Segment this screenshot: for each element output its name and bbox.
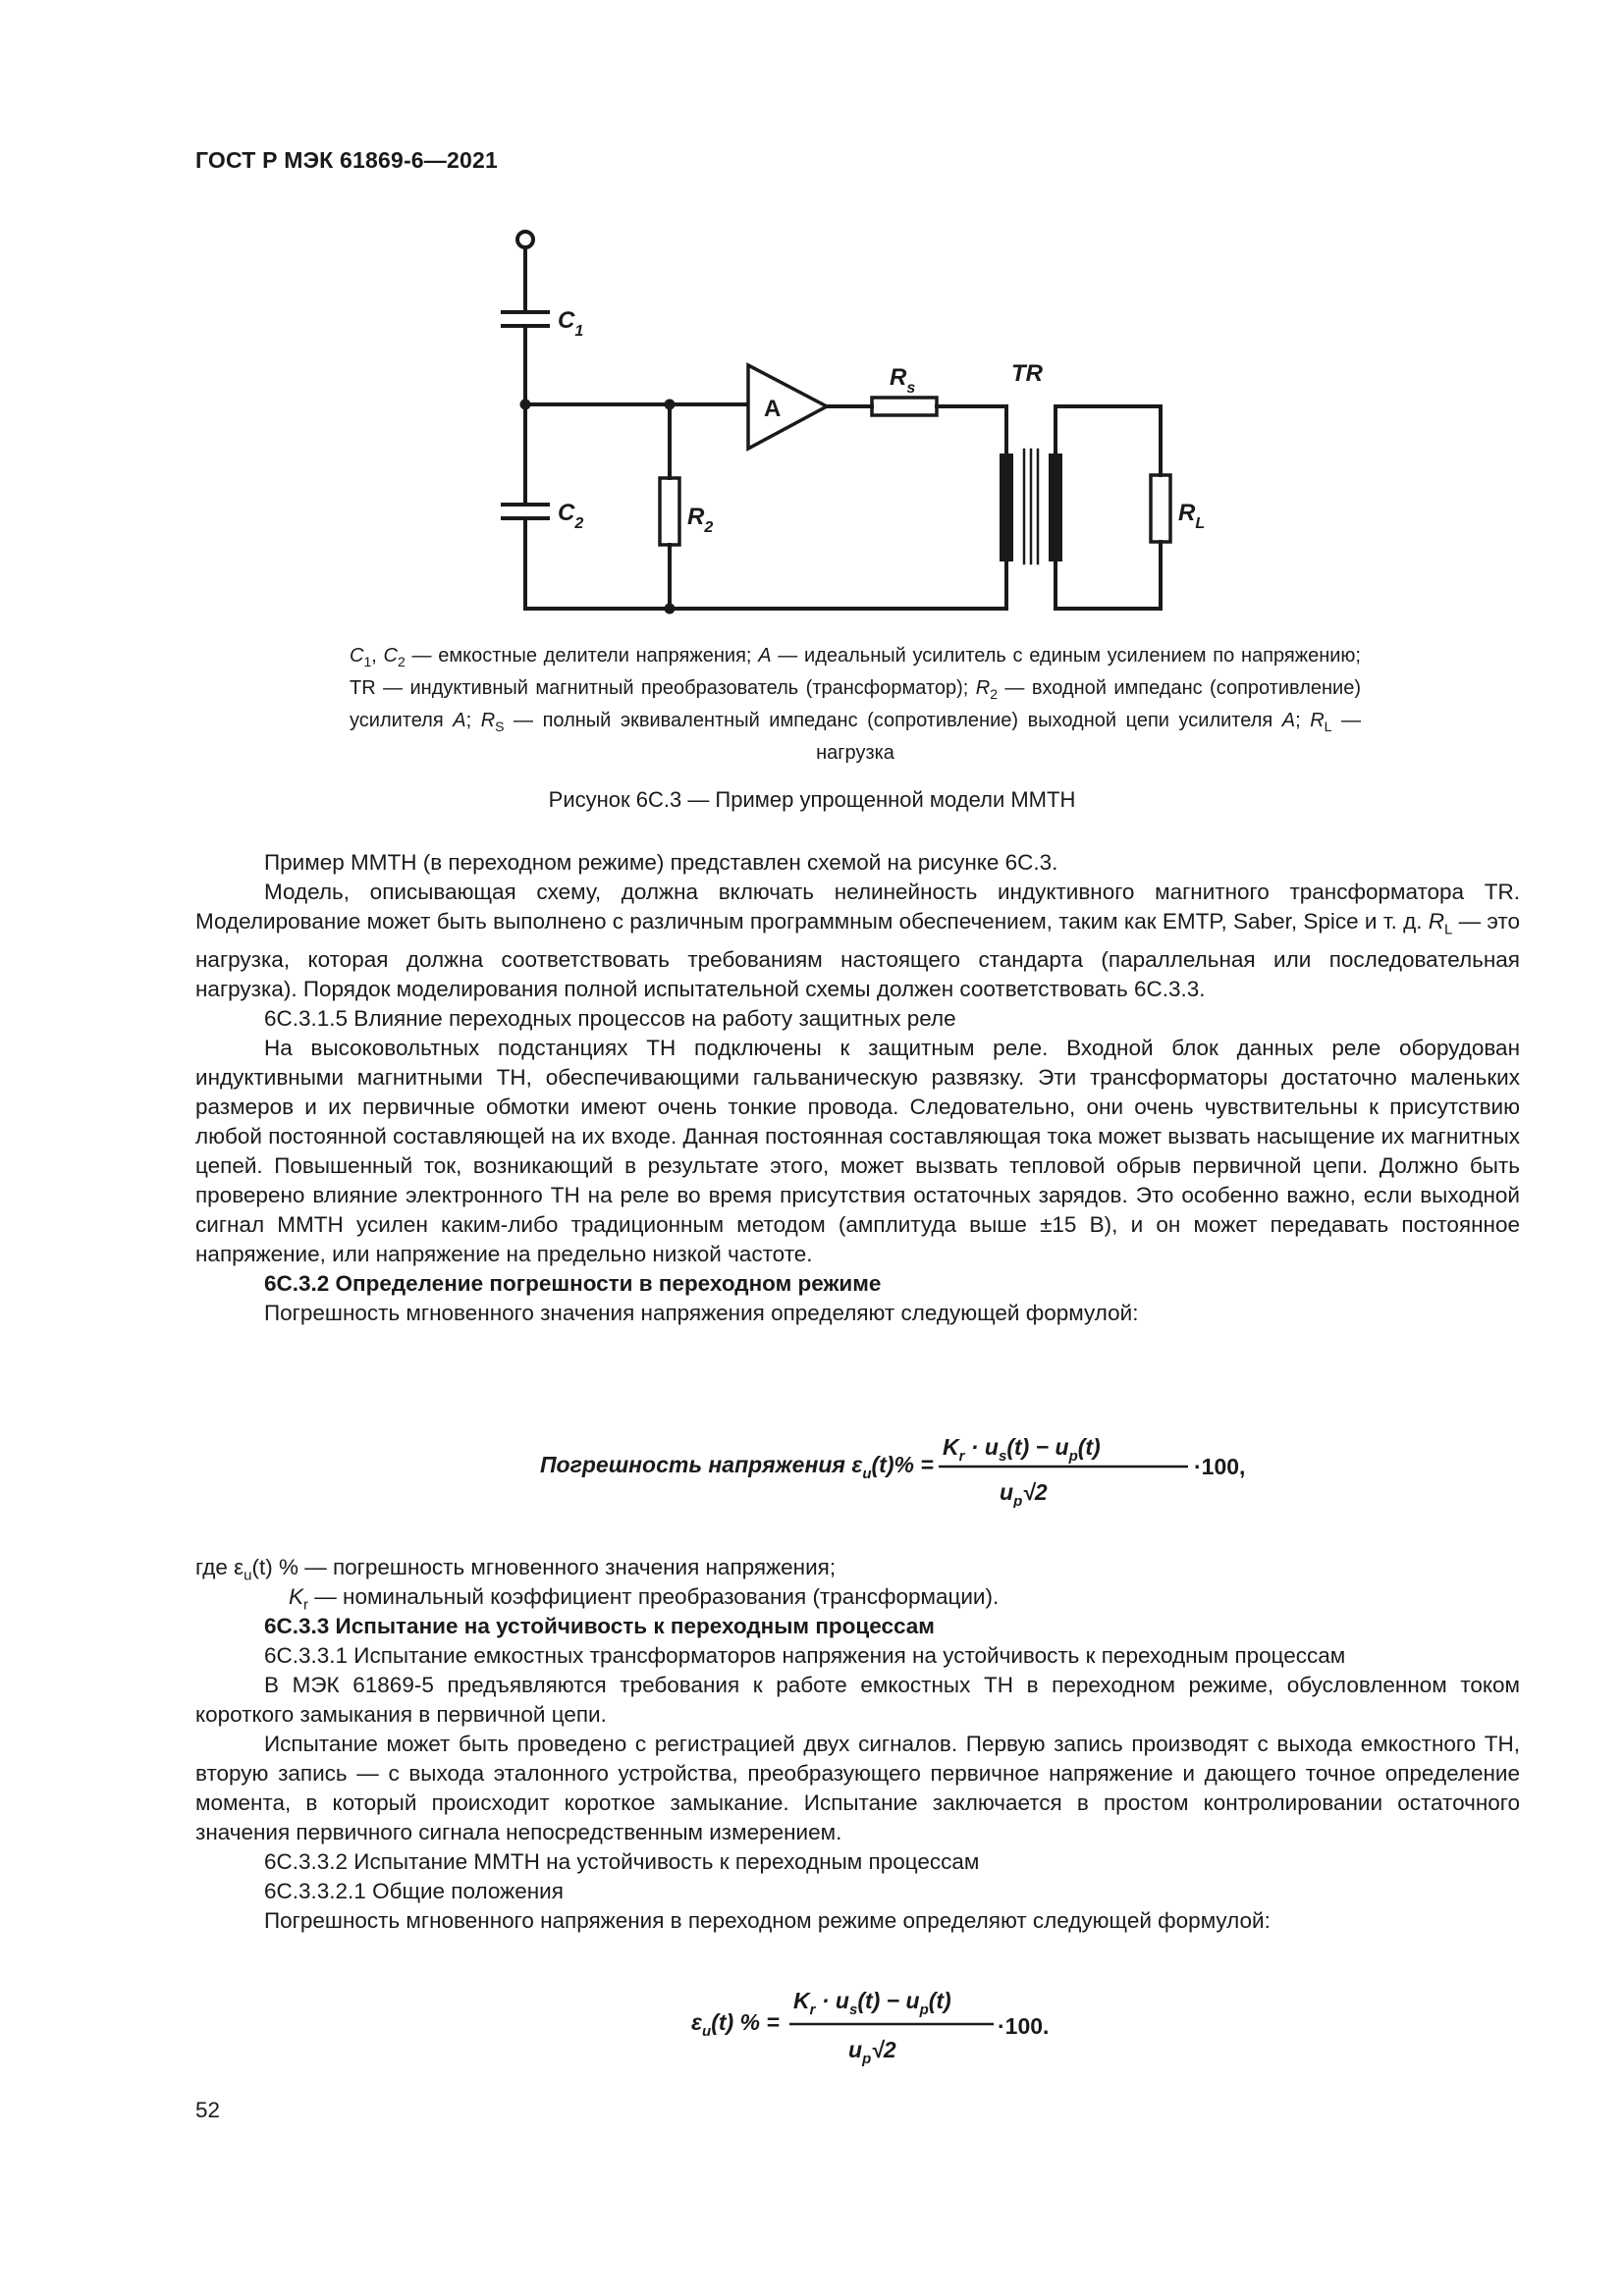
section-heading: 6С.3.2 Определение погрешности в переходном режиме — [264, 1270, 882, 1296]
paragraph: Погрешность мгновенного напряжения в переходном режиме определяют следующей формулой: — [264, 1908, 1271, 1933]
figure-legend: $C_1$, $C_2$ — емкостные делители напряжения; A — идеальный усилитель с единым усилением по напряжению; TR — индуктивный магнитный преобразователь (трансформатор); $R_2$ — входной импеданс (сопротивление) усилителя A; $R_S$ — полный эквивалентный импеданс (сопротивление) выходной цепи усилителя A; $R_L$ — нагрузка — [350, 645, 1361, 764]
circuit-schematic — [461, 218, 1208, 620]
amplifier-a — [748, 365, 827, 449]
transformer-primary-winding — [1000, 454, 1013, 561]
resistor-rl — [1151, 475, 1170, 542]
subsection-heading: 6С.3.3.2.1 Общие положения — [264, 1879, 564, 1903]
junction-dot-top-mid — [665, 400, 676, 410]
input-terminal — [517, 232, 533, 247]
resistor-rs — [872, 398, 937, 415]
subsection-heading: 6С.3.3.2 Испытание ММТН на устойчивость к переходным процессам — [264, 1849, 980, 1874]
formula1-numerator: $K_r \cdot u_s(t) - u_p(t)$ — [943, 1434, 1101, 1465]
label-tr: TR — [1011, 360, 1043, 387]
body-text-block-1 — [195, 848, 1520, 1328]
paragraph: На высоковольтных подстанциях ТН подключены к защитным реле. Входной блок данных реле оборудован индуктивными магнитными ТН, обеспечивающими гальваническую развязку. Эти трансформаторы достаточно маленьких размеров и их первичные обмотки имеют очень тонкие провода. Следовательно, они очень чувствительны к присутствию любой постоянной составляющей на их входе. Данная постоянная составляющая тока может вызвать насыщение их магнитных цепей. Повышенный ток, возникающий в результате этого, может вызвать тепловой обрыв первичной цепи. Должно быть проверено влияние электронного ТН на реле во время присутствия остаточных зарядов. Это особенно важно, если выходной сигнал ММТН усилен каким-либо традиционным методом (амплитуда выше ±15 В), и он может передавать постоянное напряжение, или напряжение на предельно низкой частоте. — [195, 1035, 1521, 1266]
figure-caption: Рисунок 6С.3 — Пример упрощенной модели ММТН — [548, 787, 1076, 812]
formula2-lhs: $\varepsilon_u(t)$ % = — [691, 2009, 780, 2040]
paragraph: Погрешность мгновенного значения напряжения определяют следующей формулой: — [264, 1300, 1139, 1325]
formula1-multiplier: ·100, — [1194, 1454, 1246, 1479]
section-heading: 6С.3.3 Испытание на устойчивость к переходным процессам — [264, 1614, 935, 1638]
formula1-lhs: Погрешность напряжения $\varepsilon_u(t)\%$ = — [540, 1452, 934, 1482]
paragraph: Пример ММТН (в переходном режиме) представлен схемой на рисунке 6С.3. — [264, 850, 1058, 875]
label-r2: $R_2$ — [687, 504, 714, 536]
label-c2: $C_2$ — [558, 500, 584, 532]
page-number: 52 — [195, 2098, 221, 2122]
formula2-denominator: $u_p√2$ — [848, 2037, 896, 2067]
paragraph: Испытание может быть проведено с регистрацией двух сигналов. Первую запись производят с выхода емкостного ТН, вторую запись — с выхода эталонного устройства, преобразующего первичное напряжение и дающего точное определение момента, в который происходит короткое замыкание. Испытание заключается в простом контролировании остаточного значения первичного сигнала непосредственным измерением. — [195, 1732, 1520, 1844]
label-c1: $C_1$ — [558, 307, 584, 340]
label-rl: $R_L$ — [1178, 500, 1206, 532]
formula-voltage-error — [530, 1419, 1276, 1508]
subsection-heading: 6С.3.3.1 Испытание емкостных трансформаторов напряжения на устойчивость к переходным процессам — [264, 1643, 1346, 1668]
formula-transient-error — [687, 1973, 1060, 2071]
paragraph: В МЭК 61869-5 предъявляются требования к работе емкостных ТН в переходном режиме, обусловленном током короткого замыкания в первичной цепи. — [195, 1673, 1520, 1727]
transformer-secondary-winding — [1049, 454, 1062, 561]
junction-dot-bottom-mid — [665, 604, 676, 614]
body-text-block-2 — [195, 1612, 1520, 1936]
label-amplifier: A — [764, 396, 782, 422]
paragraph: Модель, описывающая схему, должна включать нелинейность индуктивного магнитного трансформатора TR. Моделирование может быть выполнено с различным программным обеспечением, таким как EMTP, Saber, Spice и т. д. $R_L$ — это нагрузка, которая должна соответствовать требованиям настоящего стандарта (параллельная или последовательная нагрузка). Порядок моделирования полной испытательной схемы должен соответствовать 6С.3.3. — [195, 880, 1520, 1001]
document-header: ГОСТ Р МЭК 61869-6—2021 — [195, 147, 498, 173]
formula2-multiplier: ·100. — [998, 2013, 1050, 2039]
label-rs: $R_s$ — [890, 364, 916, 397]
formula-explanation-epsilon: где $\varepsilon_u(t)$ % — погрешность мгновенного значения напряжения; — [195, 1555, 837, 1584]
formula2-numerator: $K_r \cdot u_s(t) - u_p(t)$ — [793, 1988, 951, 2018]
junction-dot-top-left — [520, 400, 531, 410]
formula1-denominator: $u_p√2$ — [1000, 1479, 1048, 1508]
resistor-r2 — [660, 478, 679, 545]
formula-explanation-kr: $K_r$ — номинальный коэффициент преобразования (трансформации). — [289, 1584, 1000, 1614]
subsection-heading: 6С.3.1.5 Влияние переходных процессов на работу защитных реле — [264, 1005, 956, 1031]
